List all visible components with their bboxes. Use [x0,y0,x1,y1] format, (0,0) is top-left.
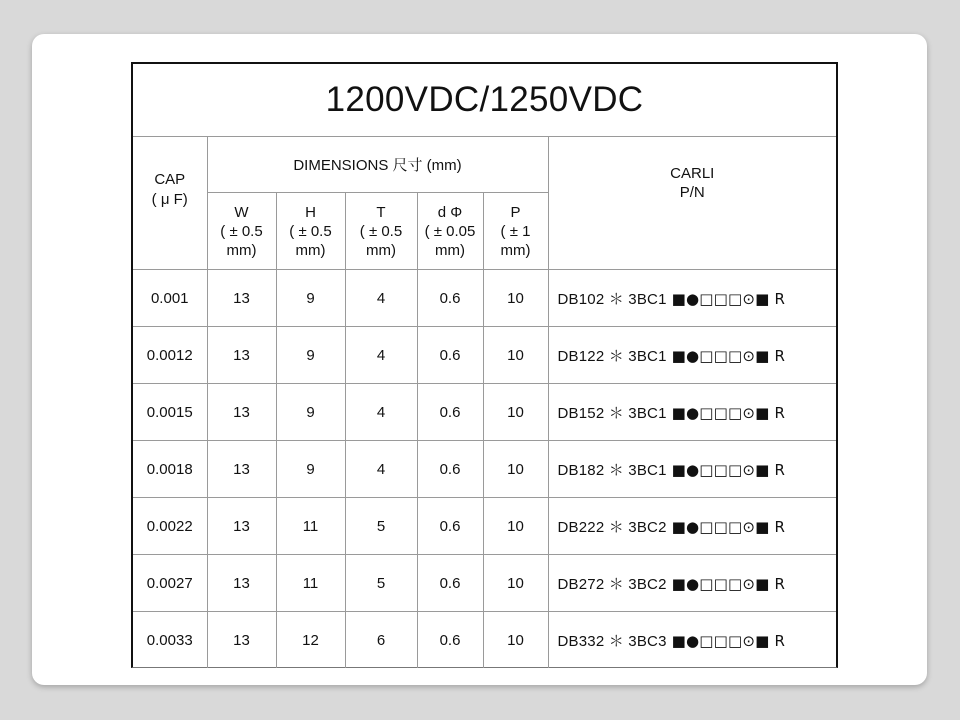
cell-h: 11 [276,498,345,555]
cell-t: 5 [345,498,417,555]
dimension-column-header [345,193,417,270]
cell-h: 9 [276,441,345,498]
dimension-column-header [276,193,345,270]
column-header-name: d Φ [437,203,463,221]
cap-header-unit: ( μ F) [151,191,188,208]
cell-part-number [548,384,836,441]
table-body [133,270,836,669]
cap-header [133,137,207,270]
part-number-code: DB102 ＊ 3BC1 [557,290,667,308]
table-row [133,384,836,441]
cell-w: 13 [207,270,276,327]
cell-p: 10 [483,327,548,384]
part-number-code: DB122 ＊ 3BC1 [557,347,667,365]
cell-cap: 0.001 [133,270,207,327]
cell-w: 13 [207,555,276,612]
cell-part-number [548,555,836,612]
cell-t: 4 [345,270,417,327]
column-header-unit: mm) [500,241,531,259]
cell-p: 10 [483,270,548,327]
cell-t: 5 [345,555,417,612]
cell-h: 11 [276,555,345,612]
cell-d: 0.6 [417,498,483,555]
part-number-option-symbols: ■●□□□⊙■ R [666,631,786,650]
cell-part-number [548,612,836,669]
table-row [133,498,836,555]
cell-part-number [548,498,836,555]
column-header-unit: mm) [295,241,326,259]
capacitor-spec-table [133,64,836,668]
part-number-code: DB332 ＊ 3BC3 [557,632,667,650]
part-number-option-symbols: ■●□□□⊙■ R [666,517,786,536]
column-header-tol: ( ± 1 [500,222,531,240]
dimensions-header: DIMENSIONS 尺寸 (mm) [207,137,548,193]
column-header-tol: ( ± 0.5 [359,222,403,240]
part-number-code: DB152 ＊ 3BC1 [557,404,667,422]
dimension-column-header [483,193,548,270]
cell-p: 10 [483,384,548,441]
cell-t: 4 [345,384,417,441]
cell-cap: 0.0018 [133,441,207,498]
column-header-name: W [234,203,249,221]
pn-header-brand: CARLI [670,165,715,182]
table-row [133,441,836,498]
cell-h: 9 [276,327,345,384]
part-number-header [548,137,836,270]
column-header-tol: ( ± 0.5 [289,222,332,240]
cell-part-number [548,327,836,384]
cell-d: 0.6 [417,384,483,441]
column-header-name: T [376,203,386,221]
column-header-name: P [510,203,521,221]
column-header-tol: ( ± 0.5 [220,222,263,240]
part-number-option-symbols: ■●□□□⊙■ R [666,574,786,593]
column-header-unit: mm) [366,241,396,259]
table-row [133,270,836,327]
part-number-option-symbols: ■●□□□⊙■ R [666,403,786,422]
cell-cap: 0.0033 [133,612,207,669]
cell-d: 0.6 [417,555,483,612]
dimension-column-header [207,193,276,270]
part-number-option-symbols: ■●□□□⊙■ R [666,346,786,365]
cell-h: 9 [276,270,345,327]
cell-p: 10 [483,612,548,669]
cell-d: 0.6 [417,270,483,327]
cell-p: 10 [483,441,548,498]
column-header-tol: ( ± 0.05 [424,222,476,240]
cell-w: 13 [207,327,276,384]
cell-p: 10 [483,555,548,612]
cell-cap: 0.0012 [133,327,207,384]
cell-d: 0.6 [417,327,483,384]
cell-cap: 0.0022 [133,498,207,555]
cell-t: 4 [345,327,417,384]
column-header-unit: mm) [226,241,257,259]
part-number-code: DB272 ＊ 3BC2 [557,575,667,593]
cell-d: 0.6 [417,441,483,498]
cap-header-label: CAP [154,171,186,188]
column-header-name: H [305,203,316,221]
spec-sheet [131,62,838,668]
table-row [133,327,836,384]
pn-header-label: P/N [679,184,705,201]
cell-cap: 0.0015 [133,384,207,441]
cell-w: 13 [207,612,276,669]
cell-w: 13 [207,384,276,441]
table-row [133,612,836,669]
cell-t: 6 [345,612,417,669]
cell-p: 10 [483,498,548,555]
cell-h: 9 [276,384,345,441]
column-header-unit: mm) [435,241,465,259]
cell-cap: 0.0027 [133,555,207,612]
table-row [133,555,836,612]
cell-d: 0.6 [417,612,483,669]
cell-part-number [548,270,836,327]
cell-h: 12 [276,612,345,669]
part-number-code: DB182 ＊ 3BC1 [557,461,667,479]
dimension-column-header [417,193,483,270]
cell-w: 13 [207,441,276,498]
cell-t: 4 [345,441,417,498]
cell-w: 13 [207,498,276,555]
table-title: 1200VDC/1250VDC [133,64,836,137]
cell-part-number [548,441,836,498]
part-number-code: DB222 ＊ 3BC2 [557,518,667,536]
part-number-option-symbols: ■●□□□⊙■ R [666,460,786,479]
part-number-option-symbols: ■●□□□⊙■ R [666,289,786,308]
